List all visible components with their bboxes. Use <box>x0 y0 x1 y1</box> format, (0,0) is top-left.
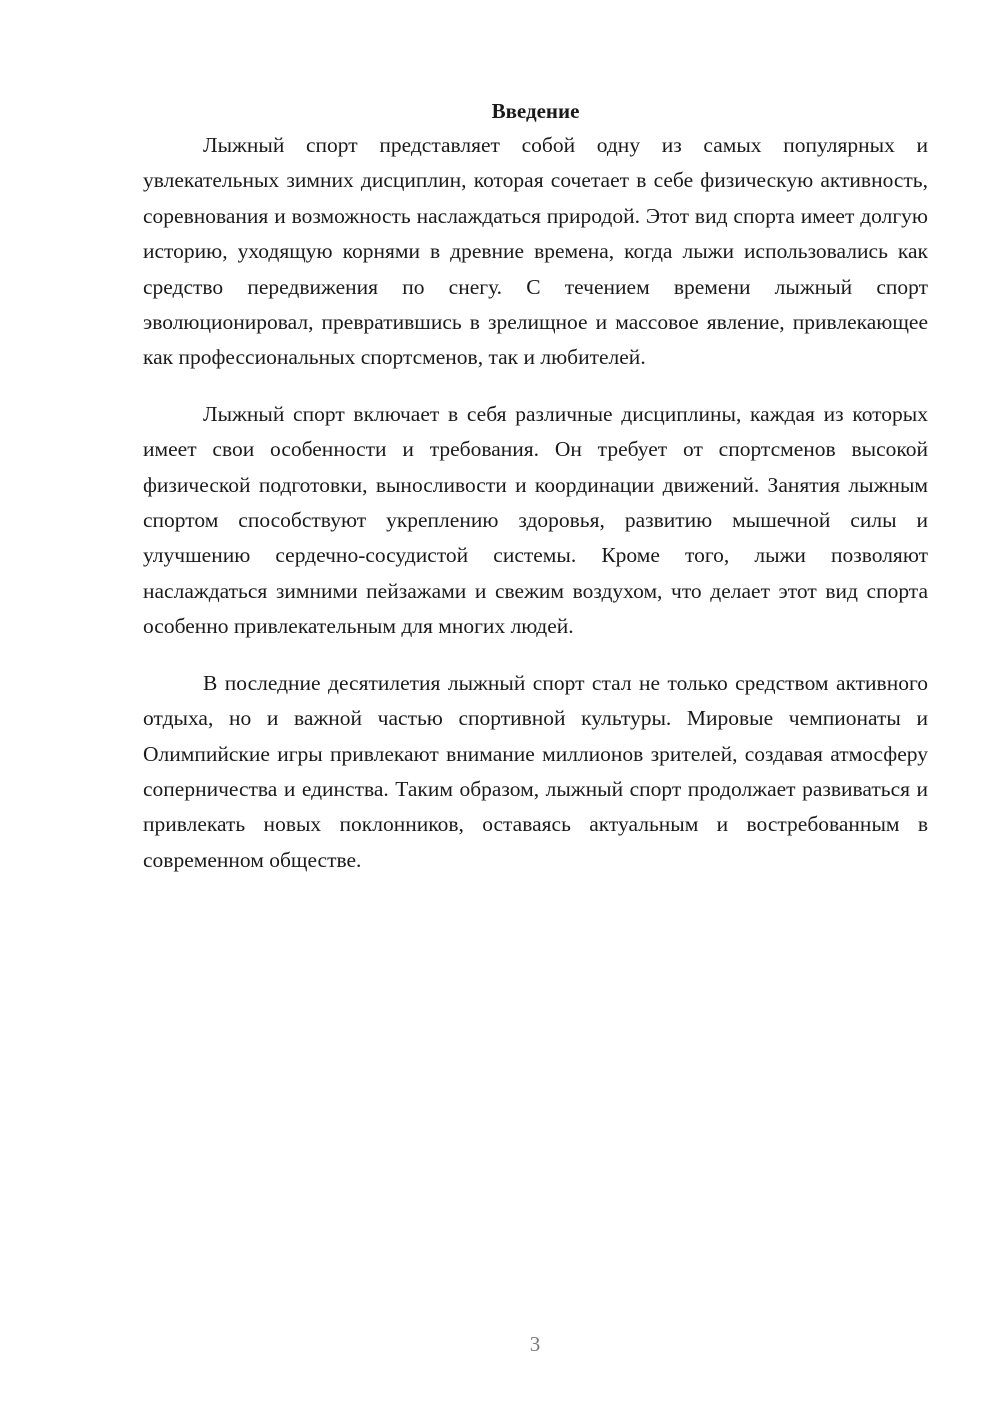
section-heading: Введение <box>491 99 580 123</box>
page-content <box>143 95 928 878</box>
paragraph-2: Лыжный спорт включает в себя различные дисциплины, каждая из которых имеет свои особенности и требования. Он требует от спортсменов высокой физической подготовки, выносливости и координации движений. Занятия лыжным спортом способствуют укреплению здоровья, развитию мышечной силы и улучшению сердечно-сосудистой системы. Кроме того, лыжи позволяют наслаждаться зимними пейзажами и свежим воздухом, что делает этот вид спорта особенно привлекательным для многих людей. <box>143 401 928 639</box>
paragraph-1: Лыжный спорт представляет собой одну из самых популярных и увлекательных зимних дисциплин, которая сочетает в себе физическую активность, соревнования и возможность наслаждаться природой. Этот вид спорта имеет долгую историю, уходящую корнями в древние времена, когда лыжи использовались как средство передвижения по снегу. С течением времени лыжный спорт эволюционировал, превратившись в зрелищное и массовое явление, привлекающее как профессиональных спортсменов, так и любителей. <box>143 133 928 370</box>
page-number: 3 <box>529 1332 541 1356</box>
paragraph-3: В последние десятилетия лыжный спорт стал не только средством активного отдыха, но и важной частью спортивной культуры. Мировые чемпионаты и Олимпийские игры привлекают внимание миллионов зрителей, создавая атмосферу соперничества и единства. Таким образом, лыжный спорт продолжает развиваться и привлекать новых поклонников, оставаясь актуальным и востребованным в современном обществе. <box>143 670 928 872</box>
